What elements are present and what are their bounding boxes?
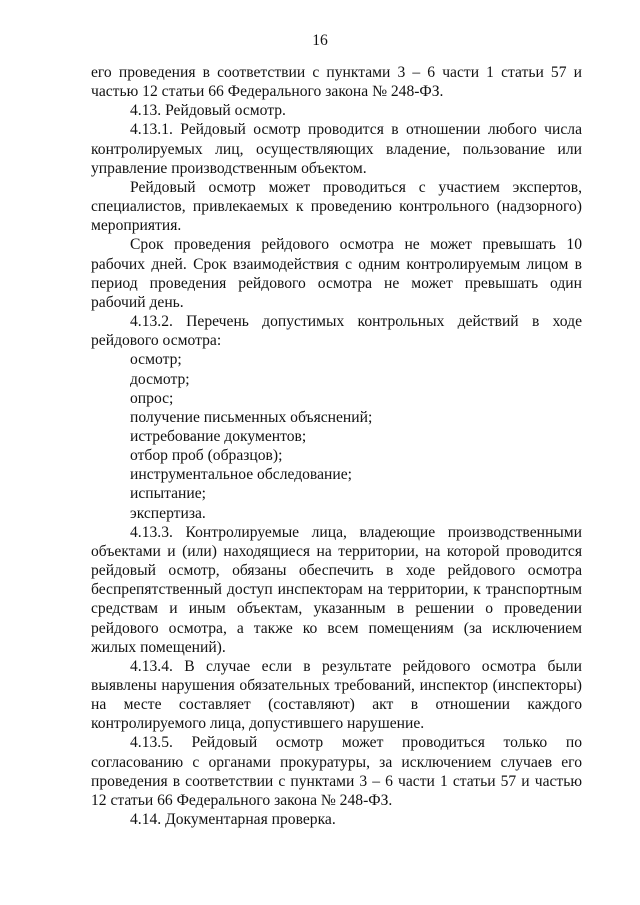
document-body xyxy=(91,63,582,829)
list-item: отбор проб (образцов); xyxy=(130,447,283,465)
list-item: экспертиза. xyxy=(130,504,206,522)
list-item: досмотр; xyxy=(130,370,190,388)
list-item: получение письменных объяснений; xyxy=(130,408,373,426)
list-item: опрос; xyxy=(130,389,174,407)
list-item: осмотр; xyxy=(130,351,182,369)
paragraph: его проведения в соответствии с пунктами 3 – 6 части 1 статьи 57 и частью 12 статьи 66 Федерального закона № 248-ФЗ. xyxy=(91,64,582,101)
list-item: испытание; xyxy=(130,485,206,503)
paragraph: 4.13.5. Рейдовый осмотр может проводиться только по согласованию с органами прокуратуры, за исключением случаев его проведения в соответствии с пунктами 3 – 6 части 1 статьи 57 и частью 12 статьи 66 Федерального закона № 248-ФЗ. xyxy=(91,734,582,809)
paragraph: 4.13.4. В случае если в результате рейдового осмотра были выявлены нарушения обязательных требований, инспектор (инспекторы) на месте составляет (составляют) акт в отношении каждого контролируемого лица, допустившего нарушение. xyxy=(91,657,582,733)
list-item: истребование документов; xyxy=(130,427,307,445)
list-item: инструментальное обследование; xyxy=(130,466,352,484)
paragraph: Рейдовый осмотр может проводиться с участием экспертов, специалистов, привлекаемых к проведению контрольного (надзорного) мероприятия. xyxy=(91,178,582,235)
paragraph: 4.13.3. Контролируемые лица, владеющие производственными объектами и (или) находящиеся на территории, на которой проводится рейдовый осмотр, обязаны обеспечить в ходе рейдового осмотра беспрепятственный доступ инспекторам на территории, к транспортным средствам и иным объектам, указанным в решении о проведении рейдового осмотра, а также ко всем помещениям (за исключением жилых помещений). xyxy=(91,523,582,656)
paragraph: 4.13.1. Рейдовый осмотр проводится в отношении любого числа контролируемых лиц, осуществляющих владение, пользование или управление производственным объектом. xyxy=(91,121,582,177)
paragraph: Срок проведения рейдового осмотра не может превышать 10 рабочих дней. Срок взаимодействия с одним контролируемым лицом в период проведения рейдового осмотра не может превышать один рабочий день. xyxy=(91,236,582,311)
section-heading-4-13: 4.13. Рейдовый осмотр. xyxy=(130,102,286,120)
page-number: 16 xyxy=(312,32,328,49)
section-heading-4-14: 4.14. Документарная проверка. xyxy=(130,811,336,829)
paragraph: 4.13.2. Перечень допустимых контрольных действий в ходе рейдового осмотра: xyxy=(91,313,582,350)
